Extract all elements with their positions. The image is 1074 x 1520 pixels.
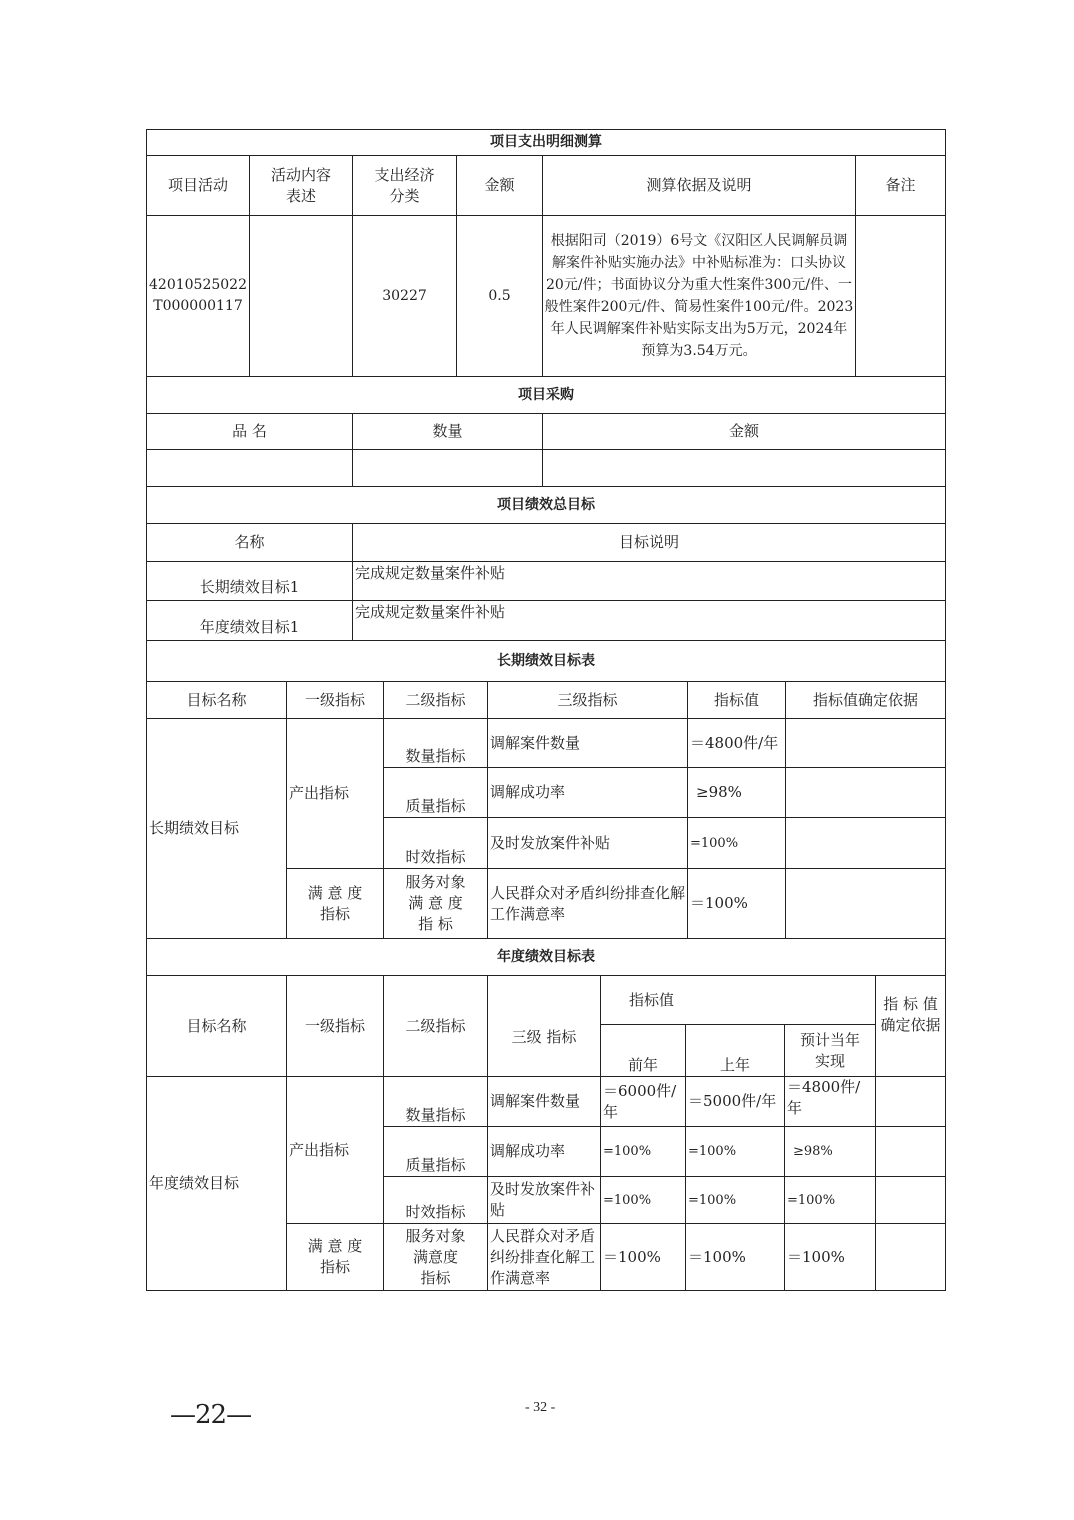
document-page-number: —22— (170, 1400, 252, 1430)
an-prev1: =100% (686, 1177, 785, 1224)
lt-header-level3: 三级指标 (488, 682, 688, 719)
overall-goal-name: 年度绩效目标1 (147, 601, 353, 641)
lt-level1-satisfaction: 满 意 度 指标 (287, 869, 384, 939)
an-expected: ＝4800件/年 (785, 1077, 876, 1127)
lt-basis (786, 818, 946, 869)
an-level2: 服务对象 满意度 指标 (384, 1224, 488, 1291)
header-amount: 金额 (457, 156, 543, 216)
an-prev2: ＝6000件/年 (601, 1077, 686, 1127)
lt-header-level2: 二级指标 (384, 682, 488, 719)
procurement-amount-cell (543, 450, 946, 487)
procurement-header-amount: 金额 (543, 414, 946, 450)
long-term-goals-table (146, 640, 946, 939)
an-level2: 数量指标 (384, 1077, 488, 1127)
lt-value: ≥98% (688, 768, 786, 818)
lt-header-goal-name: 目标名称 (147, 682, 287, 719)
basis-text: 根据阳司（2019）6号文《汉阳区人民调解员调解案件补贴实施办法》中补贴标准为：口头协议20元/件；书面协议分为重大性案件300元/件、一般性案件200元/件、简易性案件100元/件。2023年人民调解案件补贴实际支出为5万元，2024年预算为3.54万元。 (543, 216, 856, 377)
an-level1-satisfaction: 满 意 度 指标 (287, 1224, 384, 1291)
an-header-level3: 三级 指标 (488, 976, 601, 1077)
an-level1-output: 产出指标 (287, 1077, 384, 1224)
lt-value: ＝4800件/年 (688, 719, 786, 768)
header-basis: 测算依据及说明 (543, 156, 856, 216)
procurement-header-name: 品 名 (147, 414, 353, 450)
overall-goal-desc: 完成规定数量案件补贴 (353, 601, 946, 641)
an-prev2: =100% (601, 1177, 686, 1224)
lt-basis (786, 768, 946, 818)
an-basis (876, 1077, 946, 1127)
lt-level3: 人民群众对矛盾纠纷排查化解工作满意率 (488, 869, 688, 939)
lt-value: ＝100% (688, 869, 786, 939)
lt-level2: 质量指标 (384, 768, 488, 818)
annual-section-title: 年度绩效目标表 (147, 939, 946, 976)
amount-value: 0.5 (457, 216, 543, 377)
lt-level3: 调解案件数量 (488, 719, 688, 768)
annual-goals-table (146, 938, 946, 1291)
lt-basis (786, 719, 946, 768)
an-basis (876, 1224, 946, 1291)
header-note: 备注 (856, 156, 946, 216)
lt-level2: 数量指标 (384, 719, 488, 768)
an-header-basis: 指 标 值 确定依据 (876, 976, 946, 1077)
an-level3: 调解成功率 (488, 1127, 601, 1177)
overall-goal-desc: 完成规定数量案件补贴 (353, 562, 946, 601)
an-basis (876, 1127, 946, 1177)
an-header-prev1: 上年 (686, 1025, 785, 1077)
econ-class-code: 30227 (353, 216, 457, 377)
an-expected: =100% (785, 1177, 876, 1224)
procurement-header-quantity: 数量 (353, 414, 543, 450)
overall-goal-name: 长期绩效目标1 (147, 562, 353, 601)
lt-level2: 服务对象 满 意 度 指 标 (384, 869, 488, 939)
lt-header-value: 指标值 (688, 682, 786, 719)
an-level2: 时效指标 (384, 1177, 488, 1224)
lt-header-level1: 一级指标 (287, 682, 384, 719)
expense-detail-table (146, 129, 946, 641)
lt-level3: 调解成功率 (488, 768, 688, 818)
an-header-level1: 一级指标 (287, 976, 384, 1077)
lt-header-basis: 指标值确定依据 (786, 682, 946, 719)
an-level3: 调解案件数量 (488, 1077, 601, 1127)
an-prev2: ＝100% (601, 1224, 686, 1291)
header-content: 活动内容 表述 (250, 156, 353, 216)
lt-goal-name: 长期绩效目标 (147, 719, 287, 939)
header-econ-class: 支出经济 分类 (353, 156, 457, 216)
lt-level3: 及时发放案件补贴 (488, 818, 688, 869)
overall-goals-section-title: 项目绩效总目标 (147, 487, 946, 524)
an-expected: ≥98% (785, 1127, 876, 1177)
an-header-value: 指标值 (601, 976, 876, 1025)
an-goal-name: 年度绩效目标 (147, 1077, 287, 1291)
page-number: - 32 - (525, 1400, 556, 1415)
an-header-goal-name: 目标名称 (147, 976, 287, 1077)
procurement-section-title: 项目采购 (147, 377, 946, 414)
header-activity: 项目活动 (147, 156, 250, 216)
procurement-quantity-cell (353, 450, 543, 487)
lt-level1-output: 产出指标 (287, 719, 384, 869)
activity-code: 42010525022T000000117 (147, 216, 250, 377)
lt-level2: 时效指标 (384, 818, 488, 869)
long-term-section-title: 长期绩效目标表 (147, 641, 946, 682)
procurement-name-cell (147, 450, 353, 487)
an-expected: ＝100% (785, 1224, 876, 1291)
note-value (856, 216, 946, 377)
an-prev1: ＝5000件/年 (686, 1077, 785, 1127)
overall-goals-header-name: 名称 (147, 524, 353, 562)
an-level3: 及时发放案件补贴 (488, 1177, 601, 1224)
an-header-level2: 二级指标 (384, 976, 488, 1077)
an-header-expected: 预计当年 实现 (785, 1025, 876, 1077)
an-prev1: =100% (686, 1127, 785, 1177)
an-header-prev2: 前年 (601, 1025, 686, 1077)
an-basis (876, 1177, 946, 1224)
an-level3: 人民群众对矛盾纠纷排查化解工作满意率 (488, 1224, 601, 1291)
expense-section-title: 项目支出明细测算 (147, 130, 946, 156)
an-level2: 质量指标 (384, 1127, 488, 1177)
an-prev2: =100% (601, 1127, 686, 1177)
an-prev1: ＝100% (686, 1224, 785, 1291)
lt-value: =100% (688, 818, 786, 869)
activity-content (250, 216, 353, 377)
overall-goals-header-desc: 目标说明 (353, 524, 946, 562)
lt-basis (786, 869, 946, 939)
